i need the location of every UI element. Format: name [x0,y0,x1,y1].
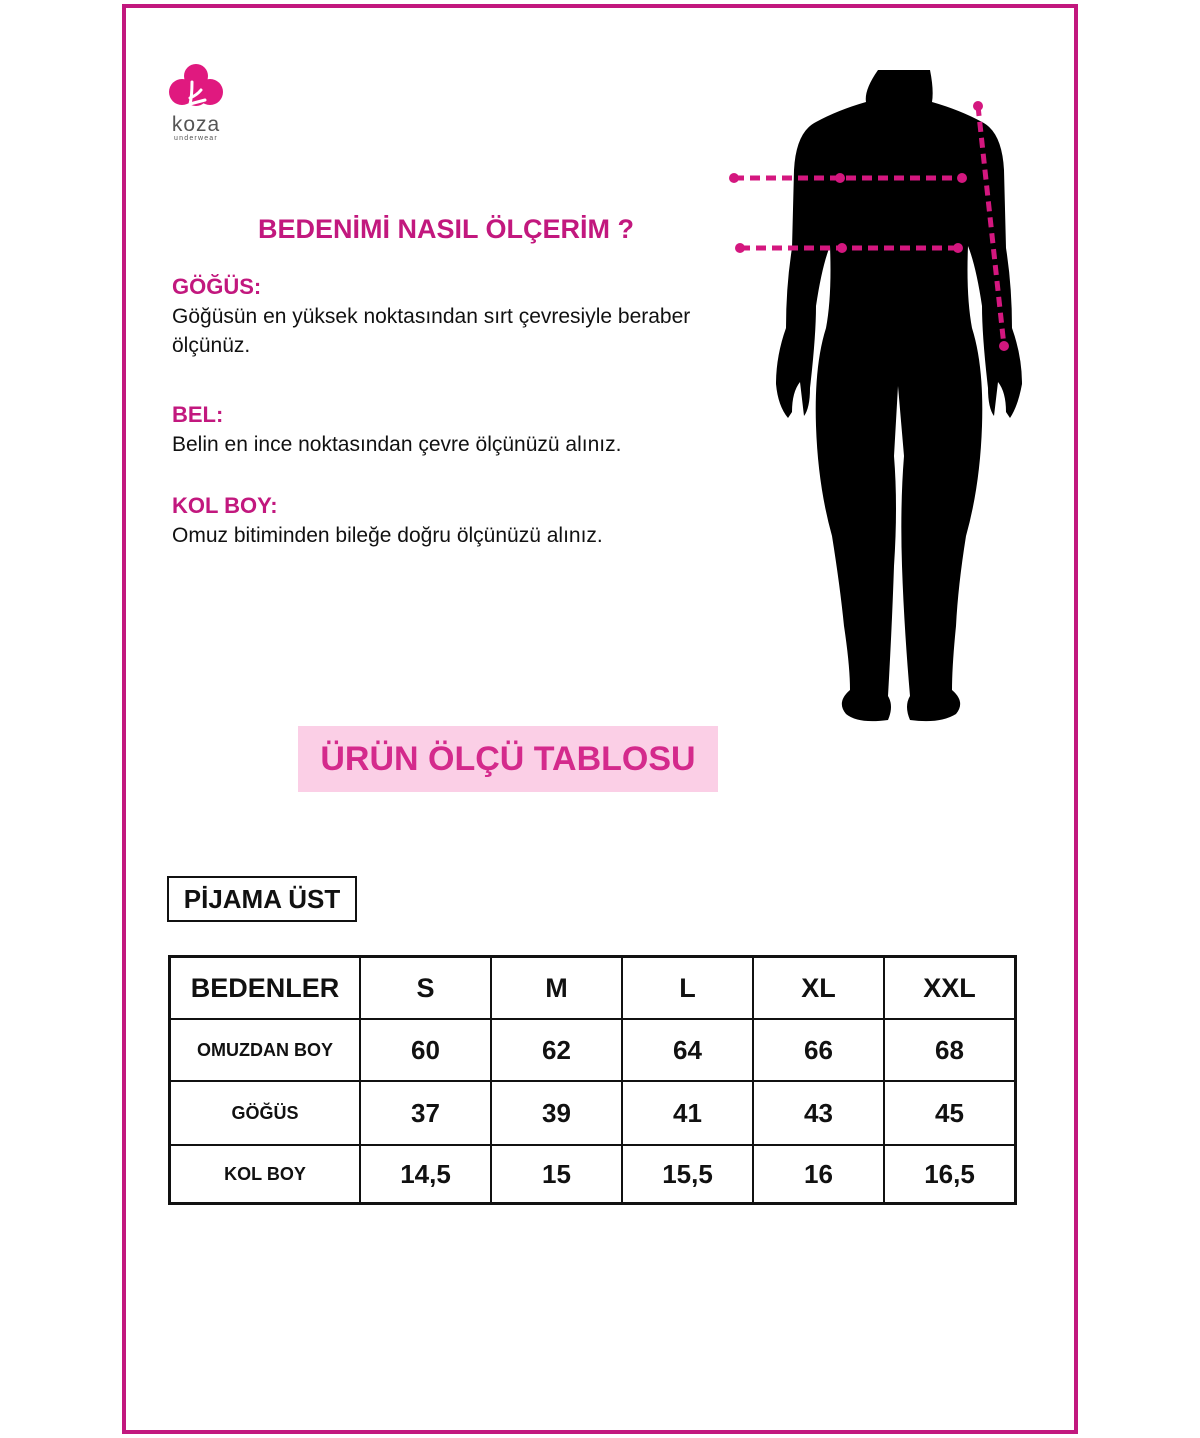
size-chart-banner [298,726,718,792]
guide-title: BEDENİMİ NASIL ÖLÇERİM ? [258,214,635,244]
table-row [170,1081,1016,1145]
banner-label: ÜRÜN ÖLÇÜ TABLOSU [320,740,696,778]
table-cell: 45 [884,1081,1016,1145]
header-cell: M [491,957,622,1020]
table-cell: 68 [884,1019,1016,1081]
cotton-flower-icon [165,62,227,114]
brand-name: koza [171,113,221,136]
table-cell: 15,5 [622,1145,753,1204]
header-cell: XXL [884,957,1016,1020]
waist-heading: BEL: [172,402,224,427]
table-cell: 16,5 [884,1145,1016,1204]
table-cell: 15 [491,1145,622,1204]
body-silhouette-icon [720,66,1040,730]
sleeve-heading: KOL BOY: [172,493,278,518]
header-cell: L [622,957,753,1020]
table-cell: 43 [753,1081,884,1145]
header-cell: XL [753,957,884,1020]
table-cell: 41 [622,1081,753,1145]
table-row [170,1019,1016,1081]
table-cell: 66 [753,1019,884,1081]
size-table [168,955,1017,1205]
table-cell: 14,5 [360,1145,491,1204]
product-title: PİJAMA ÜST [167,876,357,922]
header-cell: S [360,957,491,1020]
row-label: GÖĞÜS [170,1081,361,1145]
table-cell: 16 [753,1145,884,1204]
chest-heading: GÖĞÜS: [172,274,262,299]
table-row [170,1145,1016,1204]
brand-logo [165,62,227,144]
table-cell: 39 [491,1081,622,1145]
row-label: OMUZDAN BOY [170,1019,361,1081]
table-cell: 37 [360,1081,491,1145]
table-header-row [170,957,1016,1020]
row-label: KOL BOY [170,1145,361,1204]
header-cell: BEDENLER [170,957,361,1020]
brand-tagline: underwear [174,135,218,142]
waist-text: Belin en ince noktasından çevre ölçünüzü alınız. [172,433,622,456]
table-cell: 60 [360,1019,491,1081]
sleeve-text: Omuz bitiminden bileğe doğru ölçünüzü alınız. [172,524,603,547]
table-cell: 62 [491,1019,622,1081]
table-cell: 64 [622,1019,753,1081]
chest-text: Göğüsün en yüksek noktasından sırt çevresiyle beraber ölçünüz. [172,305,691,357]
